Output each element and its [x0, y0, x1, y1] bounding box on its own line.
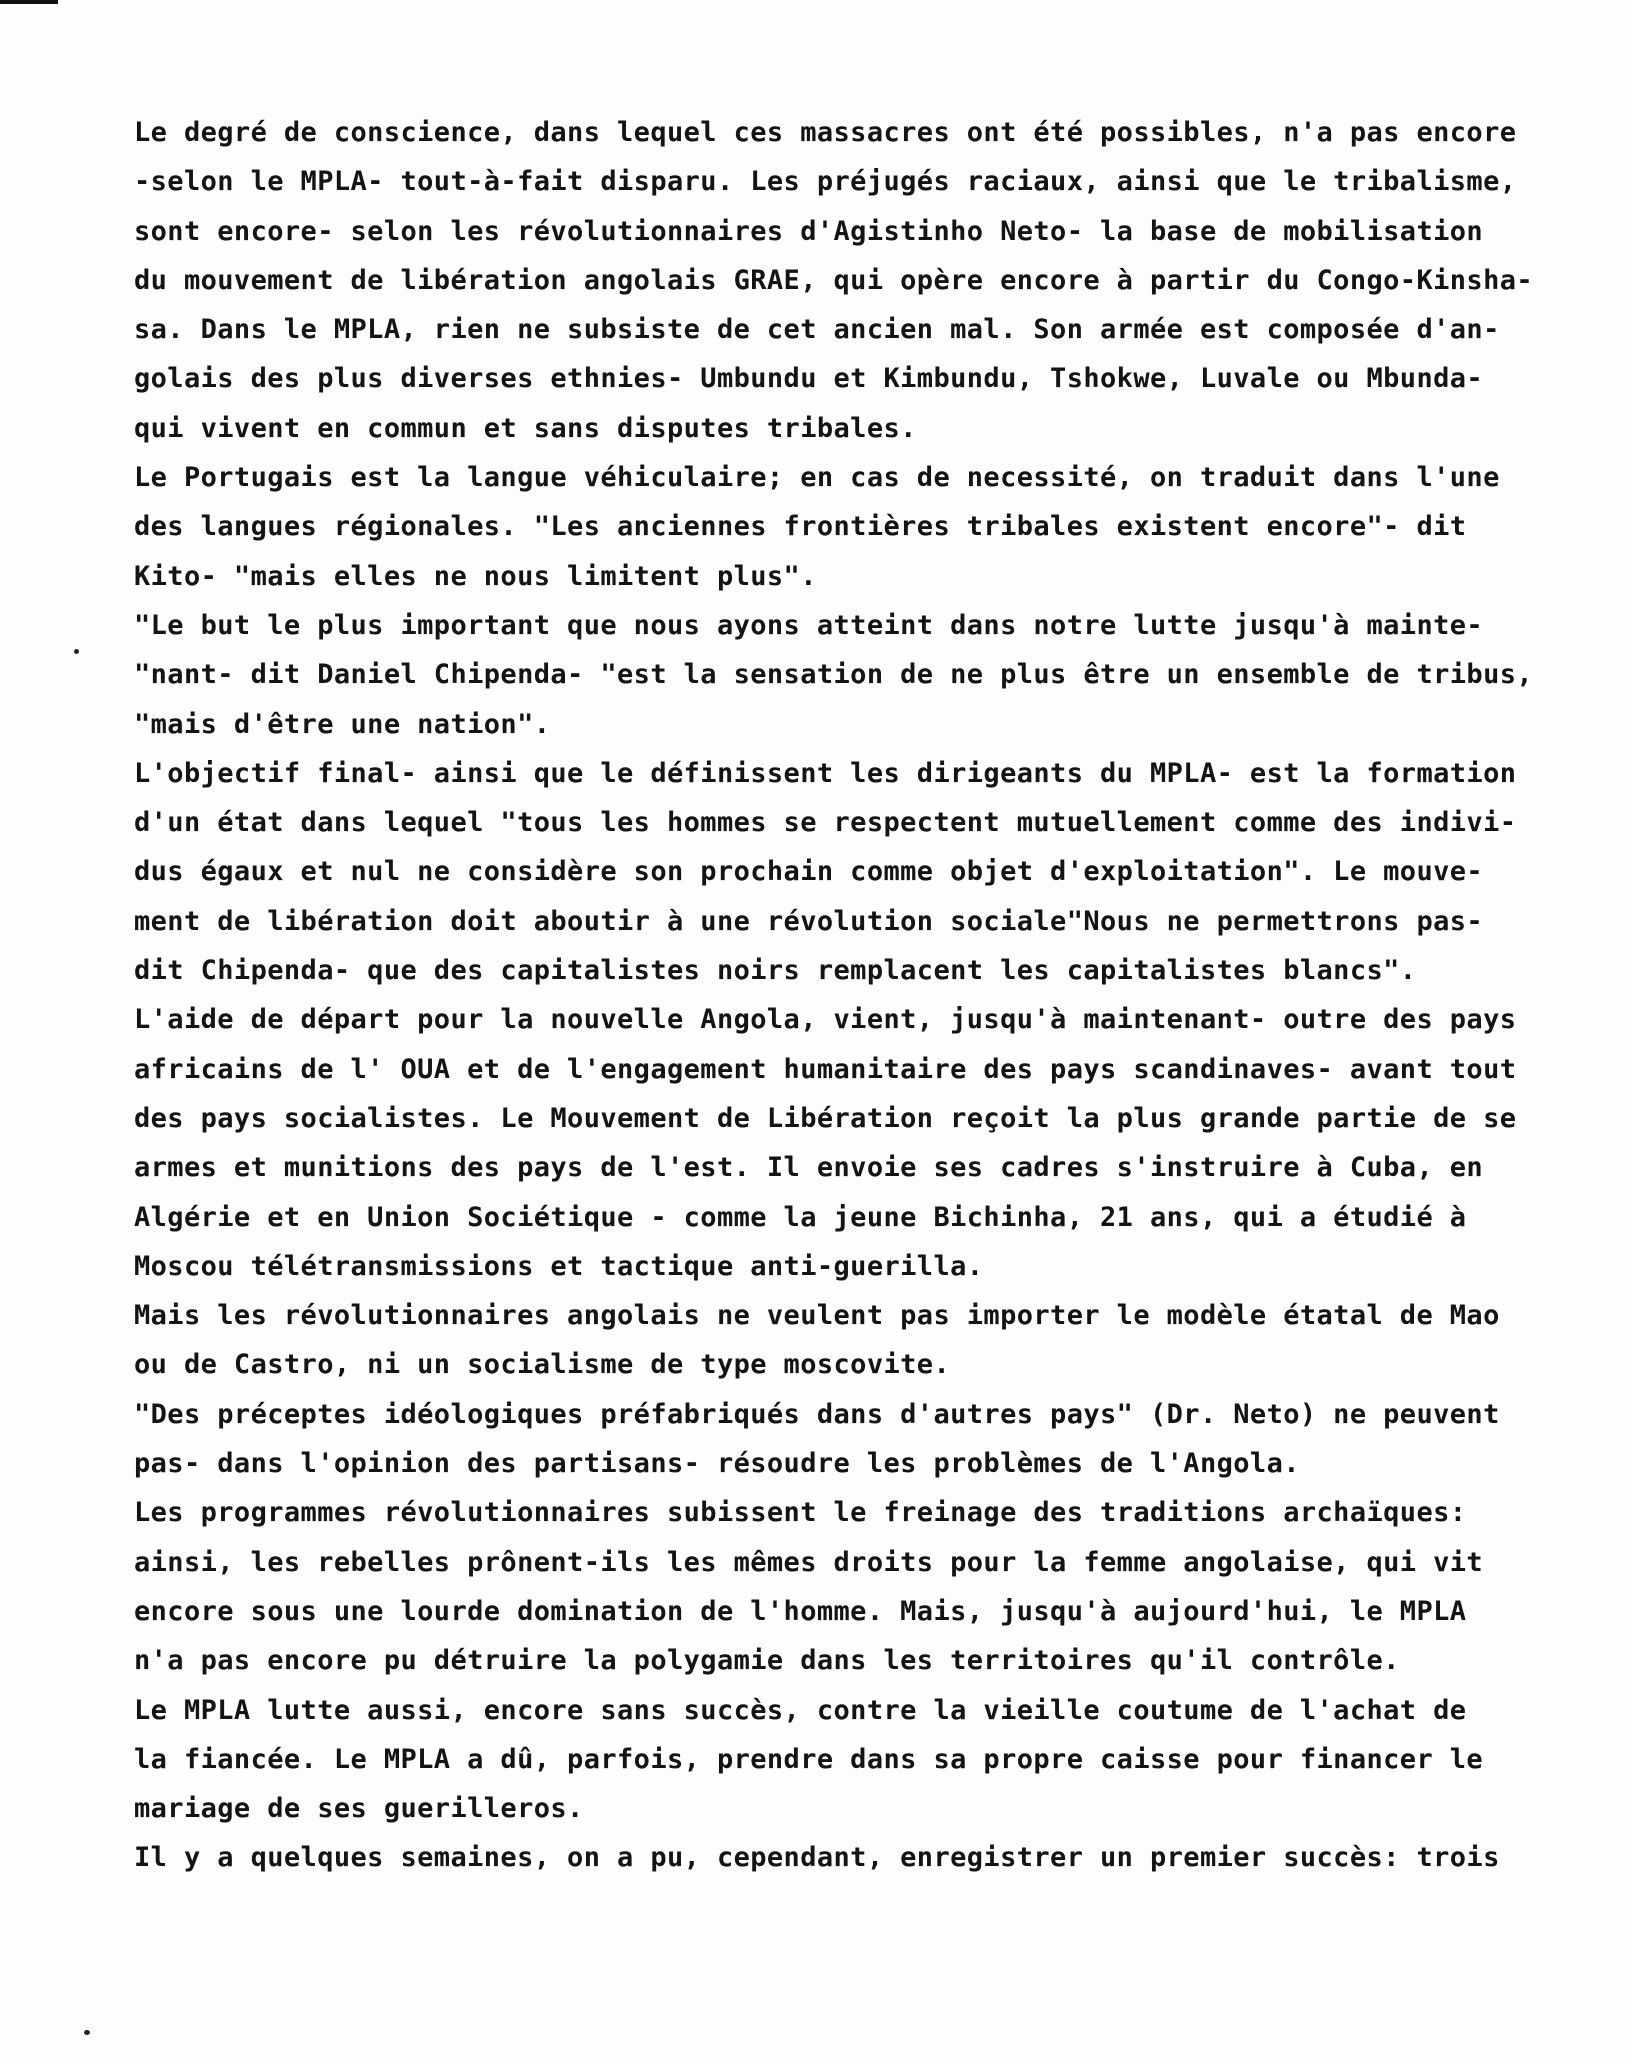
text-line: L'objectif final- ainsi que le définissent les dirigeants du MPLA- est la formation: [134, 757, 1517, 789]
text-line: Kito- "mais elles ne nous limitent plus".: [134, 560, 817, 592]
text-line: Le degré de conscience, dans lequel ces massacres ont été possibles, n'a pas encore: [134, 117, 1517, 148]
text-line: sont encore- selon les révolutionnaires d'Agistinho Neto- la base de mobilisation: [134, 215, 1484, 247]
text-line: qui vivent en commun et sans disputes tribales.: [134, 412, 917, 444]
text-line: n'a pas encore pu détruire la polygamie dans les territoires qu'il contrôle.: [134, 1645, 1400, 1677]
text-line: des pays socialistes. Le Mouvement de Libération reçoit la plus grande partie de se: [134, 1102, 1517, 1134]
text-line: L'aide de départ pour la nouvelle Angola, vient, jusqu'à maintenant- outre des pays: [134, 1004, 1517, 1036]
text-line: du mouvement de libération angolais GRAE, qui opère encore à partir du Congo-Kinsha-: [134, 264, 1534, 296]
text-line: armes et munitions des pays de l'est. Il envoie ses cadres s'instruire à Cuba, en: [134, 1152, 1484, 1184]
text-line: "Des préceptes idéologiques préfabriqués dans d'autres pays" (Dr. Neto) ne peuvent: [134, 1398, 1500, 1430]
ink-speck: [84, 2030, 90, 2035]
text-line: la fiancée. Le MPLA a dû, parfois, prendre dans sa propre caisse pour financer le: [134, 1743, 1484, 1775]
text-line: Il y a quelques semaines, on a pu, cependant, enregistrer un premier succès: trois: [134, 1842, 1500, 1874]
text-line: Mais les révolutionnaires angolais ne veulent pas importer le modèle étatal de Mao: [134, 1300, 1500, 1332]
text-line: Moscou télétransmissions et tactique anti-guerilla.: [134, 1250, 984, 1282]
text-line: pas- dans l'opinion des partisans- résoudre les problèmes de l'Angola.: [134, 1448, 1300, 1480]
text-line: Le Portugais est la langue véhiculaire; en cas de necessité, on traduit dans l'une: [134, 462, 1500, 494]
text-line: ou de Castro, ni un socialisme de type moscovite.: [134, 1349, 951, 1381]
text-line: "Le but le plus important que nous ayons atteint dans notre lutte jusqu'à mainte-: [134, 609, 1484, 641]
text-line: dus égaux et nul ne considère son prochain comme objet d'exploitation". Le mouve-: [134, 856, 1484, 888]
text-line: golais des plus diverses ethnies- Umbundu et Kimbundu, Tshokwe, Luvale ou Mbunda-: [134, 363, 1484, 395]
text-line: Le MPLA lutte aussi, encore sans succès, contre la vieille coutume de l'achat de: [134, 1694, 1467, 1726]
text-line: ainsi, les rebelles prônent-ils les mêmes droits pour la femme angolaise, qui vit: [134, 1546, 1484, 1578]
text-line: encore sous une lourde domination de l'homme. Mais, jusqu'à aujourd'hui, le MPLA: [134, 1595, 1467, 1627]
body-text: [134, 108, 1604, 1883]
text-line: Algérie et en Union Sociétique - comme la jeune Bichinha, 21 ans, qui a étudié à: [134, 1201, 1467, 1233]
text-line: d'un état dans lequel "tous les hommes se respectent mutuellement comme des indivi-: [134, 807, 1517, 839]
text-line: mariage de ses guerilleros.: [134, 1793, 584, 1825]
text-line: "nant- dit Daniel Chipenda- "est la sensation de ne plus être un ensemble de tribus,: [134, 659, 1534, 691]
text-line: sa. Dans le MPLA, rien ne subsiste de cet ancien mal. Son armée est composée d'an-: [134, 314, 1500, 346]
text-line: -selon le MPLA- tout-à-fait disparu. Les préjugés raciaux, ainsi que le tribalisme,: [134, 166, 1517, 198]
text-line: ment de libération doit aboutir à une révolution sociale"Nous ne permettrons pas-: [134, 905, 1484, 937]
text-line: Les programmes révolutionnaires subissent le freinage des traditions archaïques:: [134, 1497, 1467, 1529]
corner-scan-mark: [0, 0, 58, 4]
text-line: dit Chipenda- que des capitalistes noirs remplacent les capitalistes blancs".: [134, 955, 1417, 987]
ink-speck: [74, 649, 79, 654]
text-line: "mais d'être une nation".: [134, 708, 551, 740]
text-line: africains de l' OUA et de l'engagement humanitaire des pays scandinaves- avant tout: [134, 1053, 1517, 1085]
text-line: des langues régionales. "Les anciennes frontières tribales existent encore"- dit: [134, 511, 1467, 543]
